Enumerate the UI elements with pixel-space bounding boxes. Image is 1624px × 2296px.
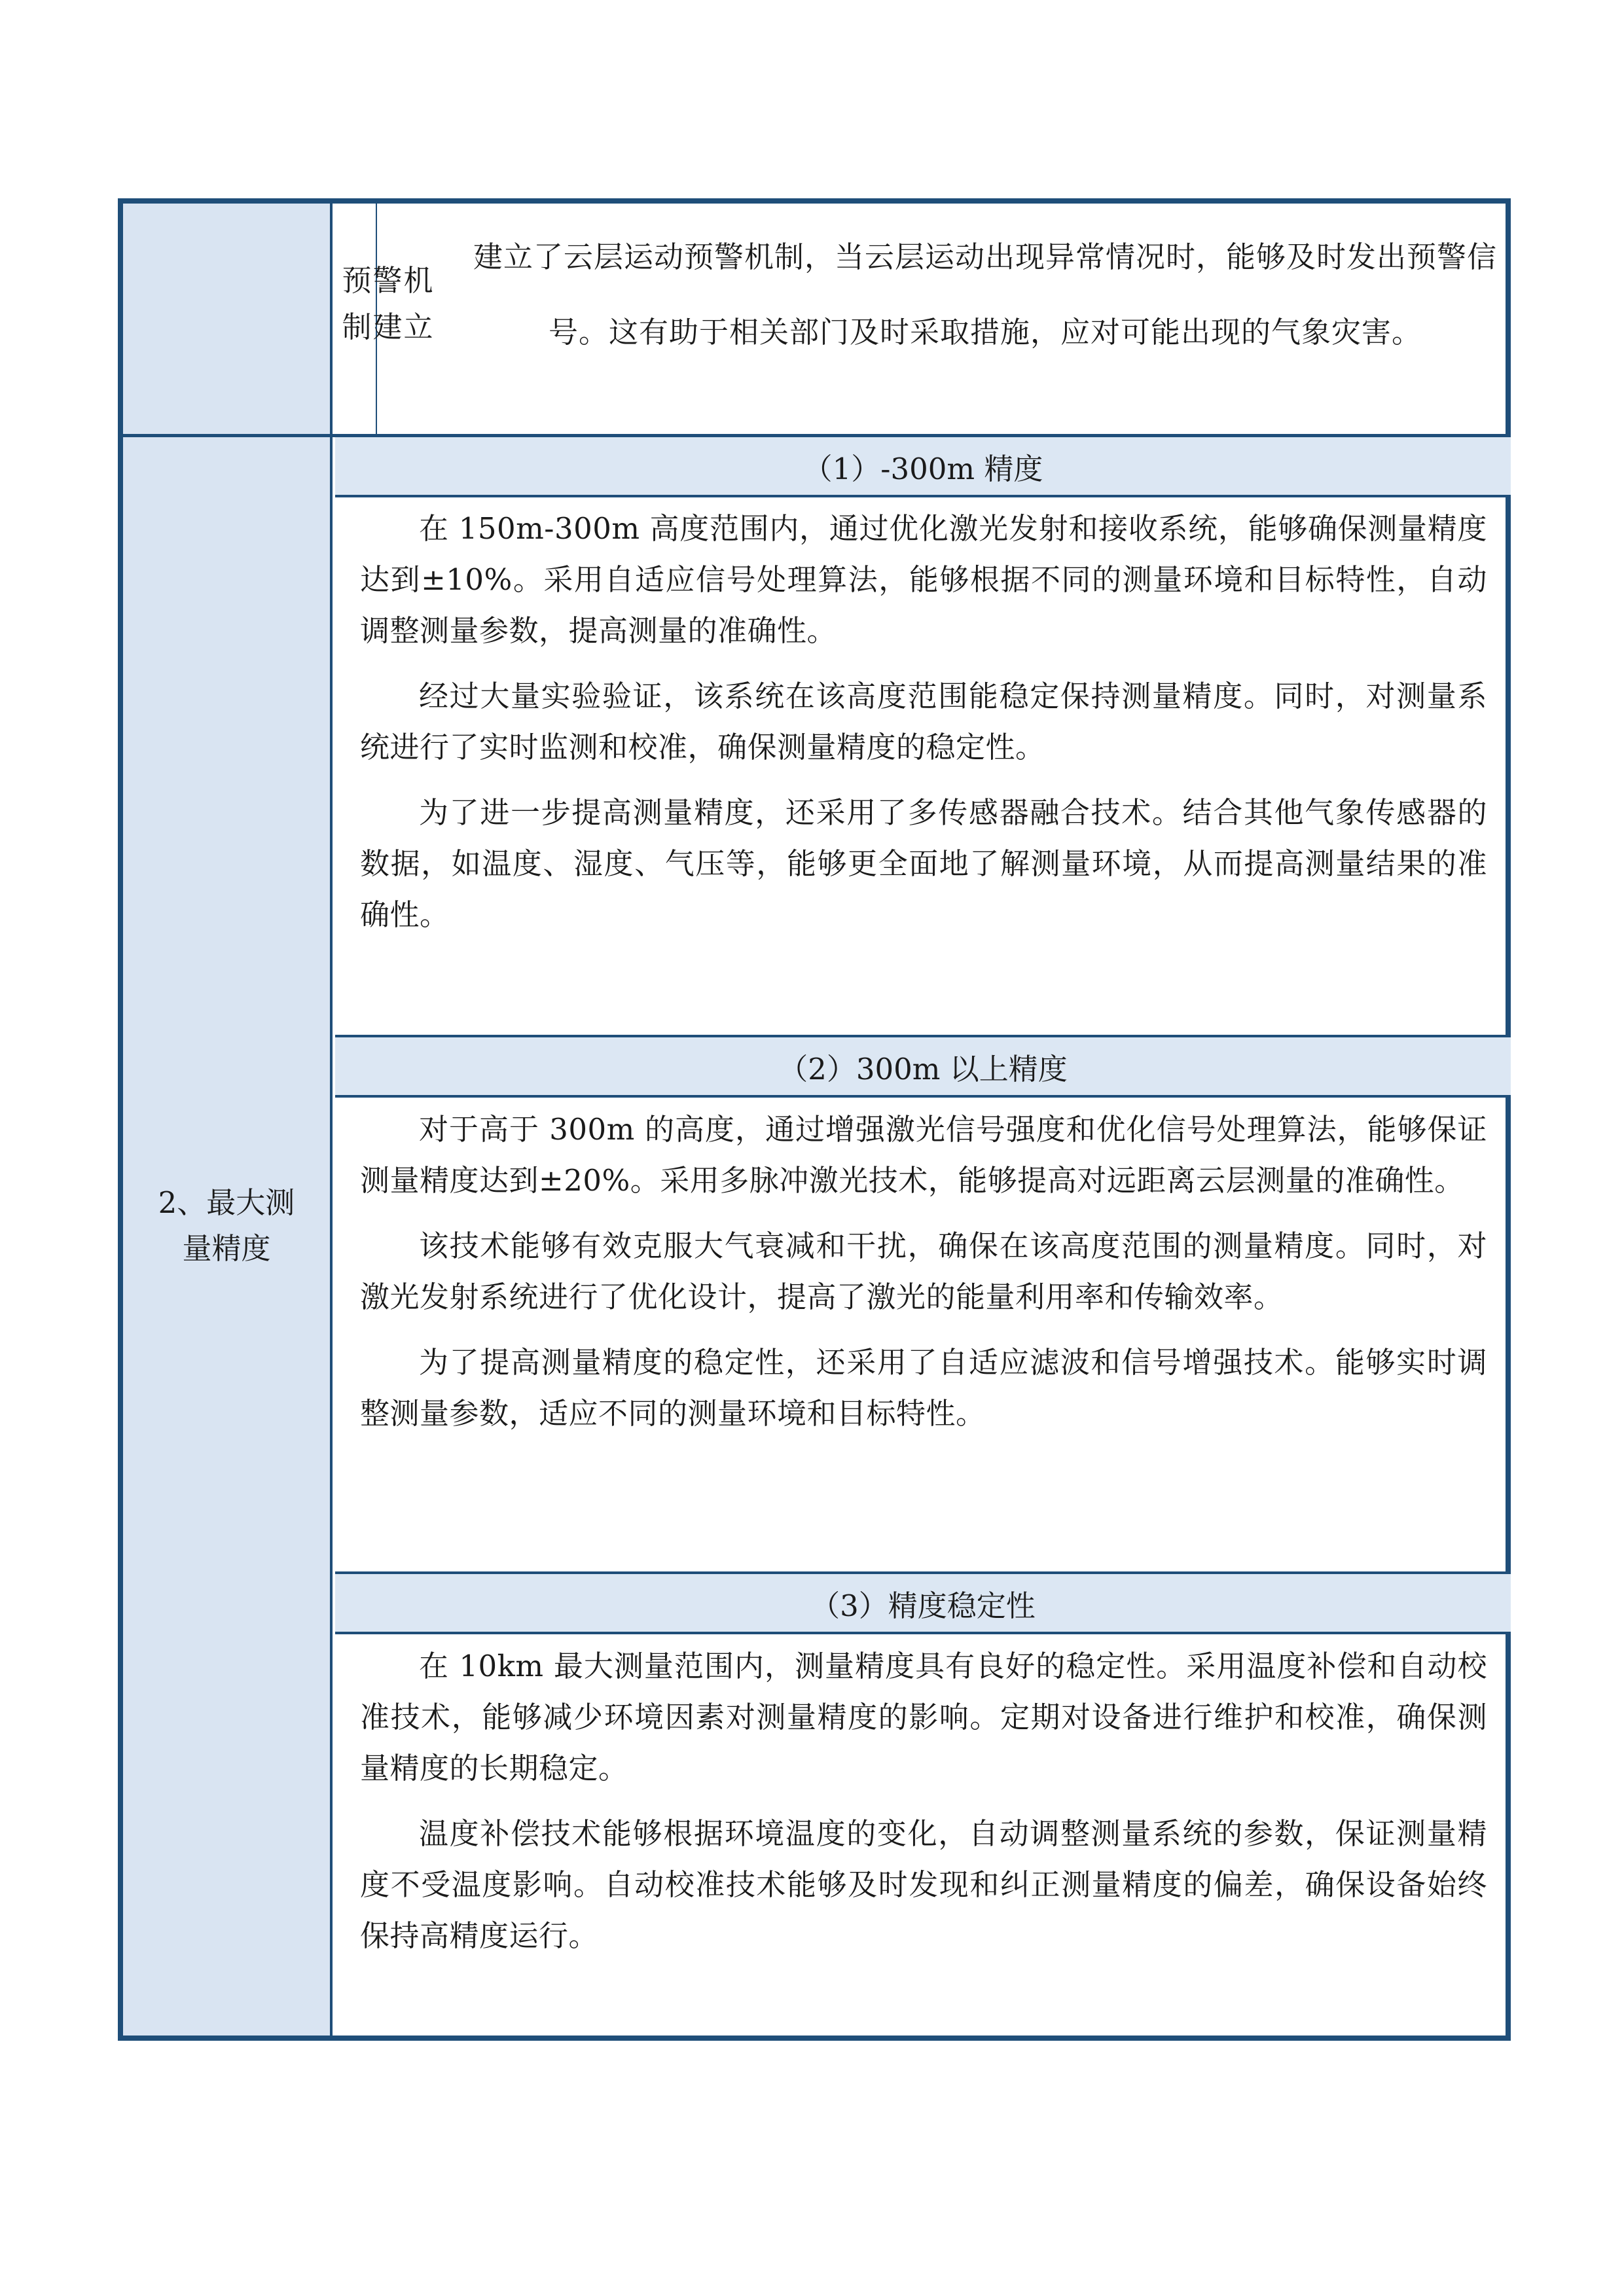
left-column <box>123 204 333 2036</box>
subsection-1-paragraph: 在 150m-300m 高度范围内，通过优化激光发射和接收系统，能够确保测量精度达到±10%。采用自适应信号处理算法，能够根据不同的测量环境和目标特性，自动调整测量参数，提高测量的准确性。 <box>360 511 1487 648</box>
subsection-3-paragraph: 温度补偿技术能够根据环境温度的变化，自动调整测量系统的参数，保证测量精度不受温度影响。自动校准技术能够及时发现和纠正测量精度的偏差，确保设备始终保持高精度运行。 <box>360 1816 1487 1953</box>
subsection-3-content <box>360 1641 1487 1962</box>
document-table <box>118 198 1511 2041</box>
subsection-2-content <box>360 1104 1487 1439</box>
subsection-2-paragraph: 该技术能够有效克服大气衰减和干扰，确保在该高度范围的测量精度。同时，对激光发射系统进行了优化设计，提高了激光的能量利用率和传输效率。 <box>360 1229 1487 1314</box>
subsection-3-paragraph: 在 10km 最大测量范围内，测量精度具有良好的稳定性。采用温度补偿和自动校准技术，能够减少环境因素对测量精度的影响。定期对设备进行维护和校准，确保测量精度的长期稳定。 <box>360 1649 1487 1785</box>
subsection-1-title: （1）-300m 精度 <box>803 451 1043 486</box>
subsection-3-header <box>335 1574 1511 1632</box>
subsection-1-content <box>360 503 1487 941</box>
section-label: 2、最大测量精度 <box>158 1185 295 1266</box>
subsection-2-paragraph: 为了提高测量精度的稳定性，还采用了自适应滤波和信号增强技术。能够实时调整测量参数，适应不同的测量环境和目标特性。 <box>360 1345 1487 1431</box>
subsection-1-header <box>335 437 1511 495</box>
subsection-2-header-divider <box>335 1095 1511 1098</box>
subsection-2-header <box>335 1037 1511 1095</box>
subsection-1-paragraph: 为了进一步提高测量精度，还采用了多传感器融合技术。结合其他气象传感器的数据，如温度、湿度、气压等，能够更全面地了解测量环境，从而提高测量结果的准确性。 <box>360 795 1487 932</box>
subsection-2-paragraph: 对于高于 300m 的高度，通过增强激光信号强度和优化信号处理算法，能够保证测量精度达到±20%。采用多脉冲激光技术，能够提高对远距离云层测量的准确性。 <box>360 1112 1487 1198</box>
subsection-3-title: （3）精度稳定性 <box>810 1588 1036 1623</box>
subsection-1-header-divider <box>335 495 1511 497</box>
subsection-3-header-divider <box>335 1632 1511 1634</box>
subsection-1-paragraph: 经过大量实验验证，该系统在该高度范围能稳定保持测量精度。同时，对测量系统进行了实时监测和校准，确保测量精度的稳定性。 <box>360 679 1487 764</box>
subsection-2-title: （2）300m 以上精度 <box>778 1051 1068 1086</box>
warning-mechanism-label: 预警机制建立 <box>342 263 435 344</box>
warning-mechanism-text: 建立了云层运动预警机制，当云层运动出现异常情况时，能够及时发出预警信号。这有助于相关部门及时采取措施，应对可能出现的气象灾害。 <box>473 240 1497 350</box>
